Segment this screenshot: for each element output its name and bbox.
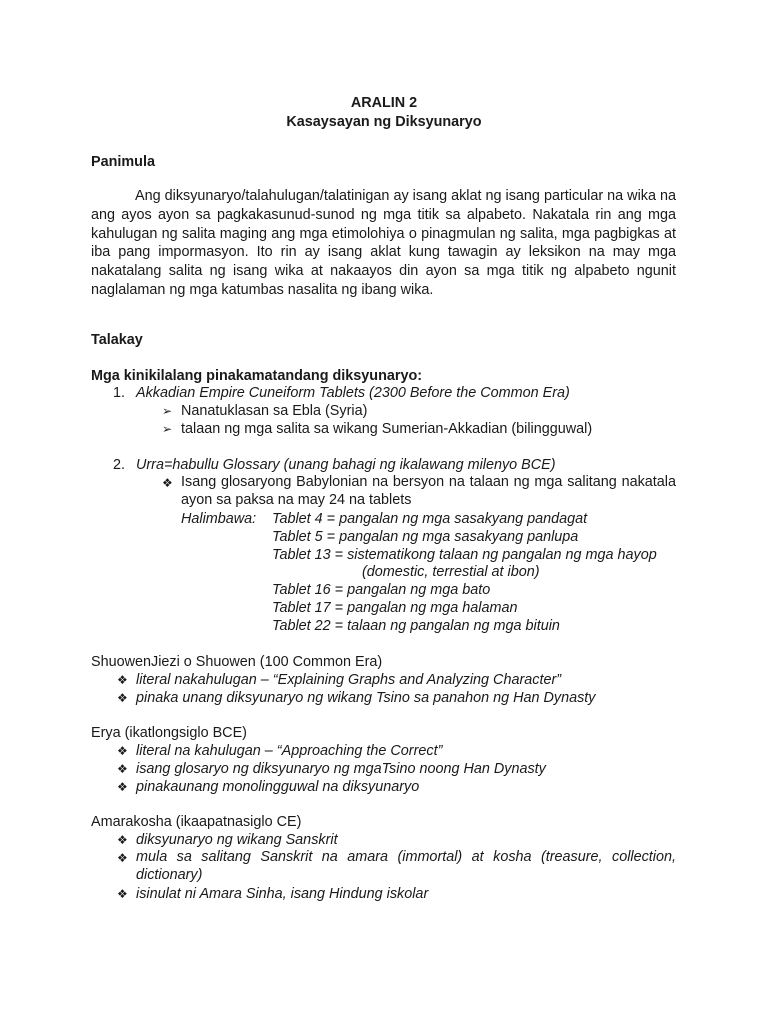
tablet-line: Tablet 4 = pangalan ng mga sasakyang pandagat — [272, 511, 588, 527]
diamond-bullet-icon: ❖ — [117, 744, 128, 758]
tablet-line: Tablet 16 = pangalan ng mga bato — [272, 582, 491, 598]
shuowen-bullet-1: literal nakahulugan – “Explaining Graphs and Analyzing Character” — [136, 672, 562, 688]
diamond-bullet-icon: ❖ — [117, 780, 128, 794]
diamond-bullet-icon: ❖ — [117, 887, 128, 901]
shuowen-title: ShuowenJiezi o Shuowen (100 Common Era) — [91, 654, 383, 670]
tablet-line: Tablet 22 = talaan ng pangalan ng mga bituin — [272, 618, 560, 634]
amarakosha-title: Amarakosha (ikaapatnasiglo CE) — [91, 814, 302, 830]
erya-bullet-3: pinakaunang monolingguwal na diksyunaryo — [136, 779, 420, 795]
section-heading-panimula: Panimula — [91, 154, 155, 170]
diamond-bullet-icon: ❖ — [117, 851, 128, 865]
intro-paragraph — [91, 187, 676, 300]
diamond-bullet-icon: ❖ — [117, 691, 128, 705]
diamond-bullet-icon: ❖ — [117, 762, 128, 776]
diamond-bullet-icon: ❖ — [117, 833, 128, 847]
tablet-line-continuation: (domestic, terrestial at ibon) — [362, 564, 540, 580]
tablet-line: Tablet 5 = pangalan ng mga sasakyang panlupa — [272, 529, 579, 545]
item1-title: Akkadian Empire Cuneiform Tablets (2300 Before the Common Era) — [136, 385, 570, 401]
section-heading-talakay: Talakay — [91, 332, 143, 348]
shuowen-bullet-2: pinaka unang diksyunaryo ng wikang Tsino sa panahon ng Han Dynasty — [136, 690, 596, 706]
erya-bullet-1: literal na kahulugan – “Approaching the Correct” — [136, 743, 443, 759]
subheading-oldest-dictionaries: Mga kinikilalang pinakamatandang diksyunaryo: — [91, 368, 423, 384]
erya-bullet-2: isang glosaryo ng diksyunaryo ng mgaTsino noong Han Dynasty — [136, 761, 546, 777]
tablet-line: Tablet 17 = pangalan ng mga halaman — [272, 600, 518, 616]
intro-paragraph-text: Ang diksyunaryo/talahulugan/talatinigan ay isang aklat ng isang particular na wika na ang ayos ayon sa pagkakasunud-sunod ng mga titik sa alpabeto. Nakatala rin ang mga kahulugan ng salita maging ang mga etimolohiya o pinagmulan ng salita, mga pagbigkas at iba pang impormasyon. Ito rin ay isang aklat kung tawagin ay leksikon na may mga nakatalang salita ng isang wika at nakaayos din ayon sa mga titik ng alpabeto ngunit naglalaman ng mga katumbas nasalita ng ibang wika. — [91, 188, 676, 298]
page-title: Kasaysayan ng Diksyunaryo — [286, 114, 482, 130]
arrow-bullet-icon: ➢ — [162, 422, 173, 436]
diamond-bullet-icon: ❖ — [162, 476, 173, 490]
item2-number: 2. — [113, 457, 126, 473]
amarakosha-bullet-3: isinulat ni Amara Sinha, isang Hindung iskolar — [136, 886, 429, 902]
amarakosha-bullet-2: mula sa salitang Sanskrit na amara (immortal) at kosha (treasure, collection, dictionary) — [136, 849, 676, 883]
arrow-bullet-icon: ➢ — [162, 404, 173, 418]
item1-bullet-2: talaan ng mga salita sa wikang Sumerian-Akkadian (bilingguwal) — [181, 421, 593, 437]
item2-title: Urra=habullu Glossary (unang bahagi ng ikalawang milenyo BCE) — [136, 457, 556, 473]
lesson-number: ARALIN 2 — [350, 95, 418, 111]
diamond-bullet-icon: ❖ — [117, 673, 128, 687]
item1-bullet-1: Nanatuklasan sa Ebla (Syria) — [181, 403, 368, 419]
example-label: Halimbawa: — [181, 511, 257, 527]
tablet-line: Tablet 13 = sistematikong talaan ng pangalan ng mga hayop — [272, 547, 657, 563]
item2-bullet: Isang glosaryong Babylonian na bersyon na talaan ng mga salitang nakatala ayon sa paksa na may 24 na tablets — [181, 474, 676, 508]
amarakosha-bullet-1: diksyunaryo ng wikang Sanskrit — [136, 832, 338, 848]
erya-title: Erya (ikatlongsiglo BCE) — [91, 725, 247, 741]
item1-number: 1. — [113, 385, 126, 401]
